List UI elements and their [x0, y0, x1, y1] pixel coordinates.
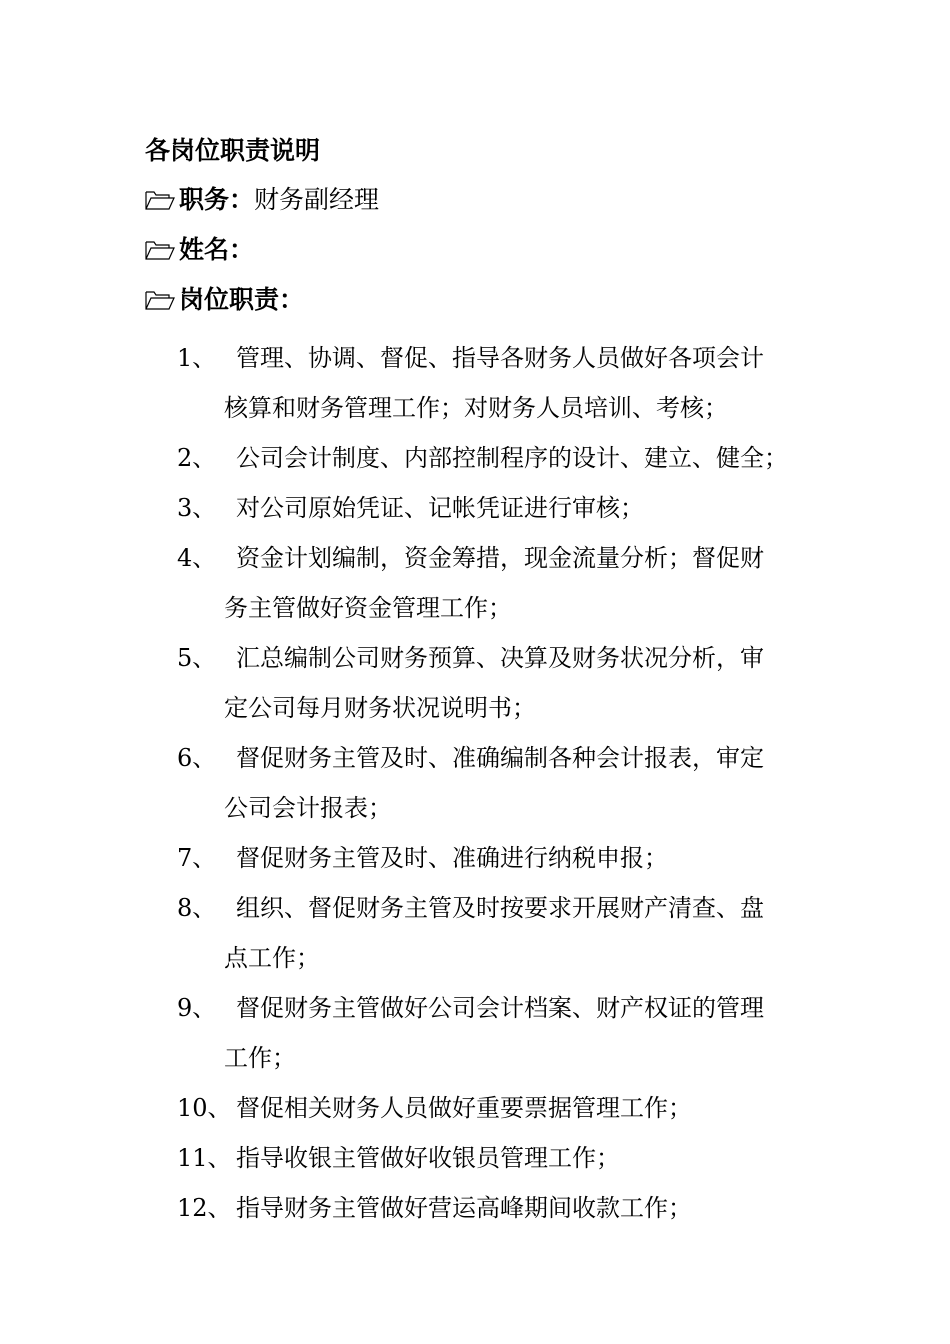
list-item [0, 883, 950, 983]
list-item [0, 1083, 950, 1133]
list-item-line: 公司会计制度、内部控制程序的设计、建立、健全； [236, 444, 788, 472]
field-position [145, 181, 379, 219]
list-item [0, 833, 950, 883]
list-item [0, 1133, 950, 1183]
folder-icon [145, 239, 175, 261]
list-item-text [224, 883, 808, 983]
list-item-text [236, 1083, 808, 1133]
list-item-line: 督促财务主管及时、准确进行纳税申报； [236, 844, 668, 872]
list-item-line: 指导财务主管做好营运高峰期间收款工作； [236, 1194, 692, 1222]
folder-icon [145, 189, 175, 211]
field-position-label: 职务： [179, 185, 255, 214]
page-title: 各岗位职责说明 [145, 136, 321, 165]
list-item-number: 8、 [177, 894, 217, 922]
list-item-number: 9、 [177, 994, 217, 1022]
list-item-text [224, 333, 808, 433]
list-item-line: 公司会计报表； [224, 794, 392, 822]
list-item-line: 管理、协调、督促、指导各财务人员做好各项会计 [236, 344, 764, 372]
list-item-text [236, 483, 808, 533]
list-item-text [224, 733, 808, 833]
list-item [0, 433, 950, 483]
list-item-line: 务主管做好资金管理工作； [224, 594, 512, 622]
list-item-line: 汇总编制公司财务预算、决算及财务状况分析，审 [236, 644, 764, 672]
list-item-number: 4、 [177, 544, 217, 572]
folder-icon [145, 289, 175, 311]
list-item-text [224, 983, 808, 1083]
list-item-text [236, 1183, 808, 1233]
field-name-label: 姓名： [179, 235, 255, 264]
list-item [0, 733, 950, 833]
list-item [0, 983, 950, 1083]
list-item-line: 点工作； [224, 944, 320, 972]
list-item-text [236, 433, 808, 483]
list-item-number: 6、 [177, 744, 217, 772]
list-item-text [236, 1133, 808, 1183]
list-item [0, 333, 950, 433]
field-position-value: 财务副经理 [254, 185, 380, 214]
field-name [145, 231, 254, 269]
list-item-line: 对公司原始凭证、记帐凭证进行审核； [236, 494, 644, 522]
list-item-line: 核算和财务管理工作；对财务人员培训、考核； [224, 394, 728, 422]
list-item-line: 督促相关财务人员做好重要票据管理工作； [236, 1094, 692, 1122]
list-item-number: 7、 [177, 844, 217, 872]
field-duties-label: 岗位职责： [179, 285, 305, 314]
list-item [0, 1183, 950, 1233]
list-item-text [224, 533, 808, 633]
list-item-number: 5、 [177, 644, 217, 672]
list-item [0, 483, 950, 533]
list-item-line: 工作； [224, 1044, 296, 1072]
field-duties [145, 281, 304, 319]
list-item-line: 组织、督促财务主管及时按要求开展财产清查、盘 [236, 894, 764, 922]
list-item [0, 533, 950, 633]
list-item-line: 定公司每月财务状况说明书； [224, 694, 536, 722]
list-item-text [236, 833, 808, 883]
list-item-line: 资金计划编制，资金筹措，现金流量分析；督促财 [236, 544, 764, 572]
list-item-number: 2、 [177, 444, 217, 472]
list-item-number: 3、 [177, 494, 217, 522]
list-item [0, 633, 950, 733]
list-item-number: 10、 [177, 1094, 232, 1122]
list-item-number: 1、 [177, 344, 217, 372]
list-item-line: 督促财务主管做好公司会计档案、财产权证的管理 [236, 994, 764, 1022]
list-item-number: 11、 [177, 1144, 232, 1172]
list-item-text [224, 633, 808, 733]
list-item-number: 12、 [177, 1194, 232, 1222]
duty-list [0, 333, 950, 1233]
list-item-line: 指导收银主管做好收银员管理工作； [236, 1144, 620, 1172]
list-item-line: 督促财务主管及时、准确编制各种会计报表，审定 [236, 744, 764, 772]
